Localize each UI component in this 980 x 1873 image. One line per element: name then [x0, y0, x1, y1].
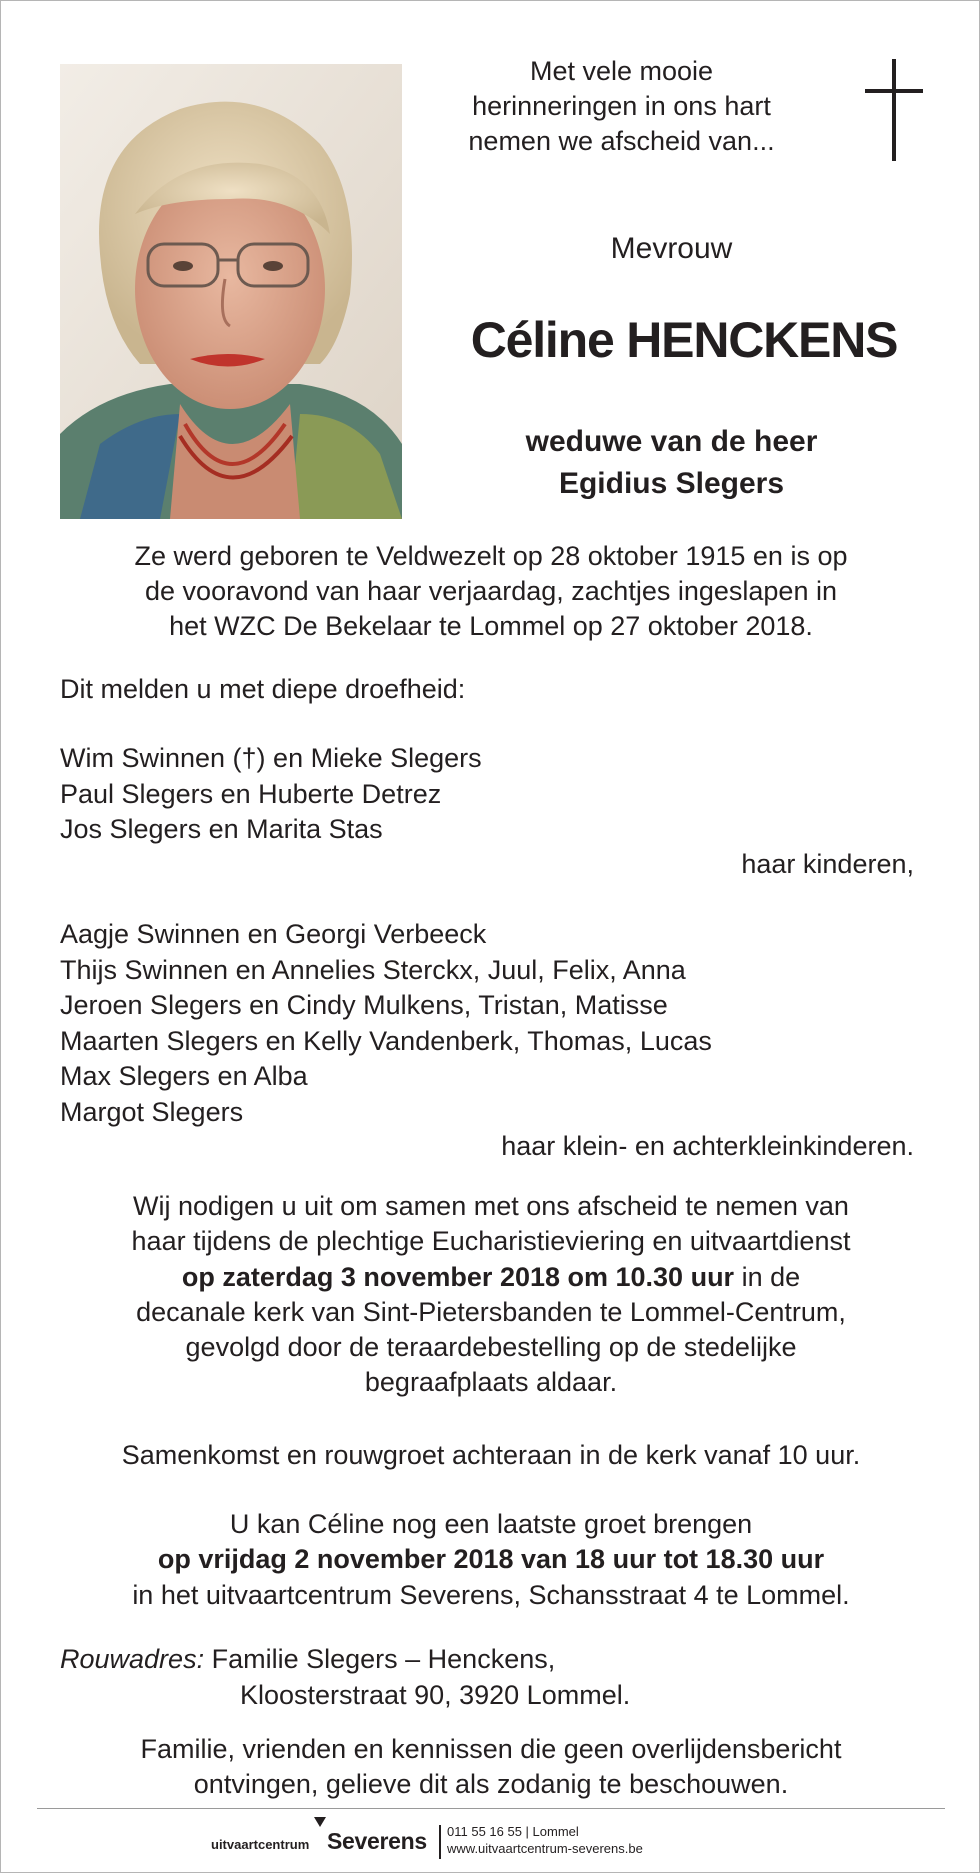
intro-line: Met vele mooie — [529, 56, 714, 86]
portrait-photo — [60, 64, 402, 519]
deceased-name: Céline HENCKENS — [470, 312, 898, 368]
invitation-line: begraafplaats aldaar. — [364, 1367, 618, 1398]
intro-line: herinneringen in ons hart — [472, 91, 771, 121]
address-line: Kloosterstraat 90, 3920 Lommel. — [240, 1680, 631, 1710]
farewell-text — [31, 1507, 951, 1613]
children-role: haar kinderen, — [741, 849, 914, 879]
invitation-line — [31, 1260, 951, 1295]
list-item: Aagje Swinnen en Georgi Verbeeck — [60, 919, 487, 949]
cross-icon — [865, 59, 923, 161]
intro-text — [439, 54, 804, 159]
address-line: Familie Slegers – Henckens, — [204, 1644, 556, 1674]
invitation-line: decanale kerk van Sint-Pietersbanden te Lommel-Centrum, — [136, 1296, 846, 1327]
address-label: Rouwadres: — [60, 1644, 205, 1674]
birth-text — [41, 539, 941, 644]
portrait-image — [60, 64, 402, 519]
widow-line: weduwe van de heer — [525, 425, 818, 458]
list-item: Wim Swinnen (†) en Mieke Slegers — [60, 743, 482, 773]
children-list — [60, 741, 482, 848]
closing-text — [31, 1732, 951, 1803]
list-item: Maarten Slegers en Kelly Vandenberk, Thomas, Lucas — [60, 1025, 712, 1056]
gathering-text: Samenkomst en rouwgroet achteraan in de kerk vanaf 10 uur. — [121, 1440, 861, 1470]
invitation-text — [31, 1189, 951, 1401]
invitation-line-rest: in de — [734, 1261, 801, 1292]
footer-divider — [37, 1808, 945, 1809]
farewell-line — [31, 1542, 951, 1577]
footer-website: www.uitvaartcentrum-severens.be — [447, 1841, 643, 1856]
announcement: Dit melden u met diepe droefheid: — [60, 674, 466, 704]
birth-line: Ze werd geboren te Veldwezelt op 28 oktober 1915 en is op — [134, 541, 848, 571]
triangle-logo-icon — [314, 1817, 326, 1827]
closing-line: ontvingen, gelieve dit als zodanig te beschouwen. — [193, 1769, 789, 1800]
birth-line: de vooravond van haar verjaardag, zachtjes ingeslapen in — [145, 576, 837, 606]
title-prefix: Mevrouw — [610, 232, 733, 265]
grandchildren-role: haar klein- en achterkleinkinderen. — [501, 1131, 914, 1161]
service-date: op zaterdag 3 november 2018 om 10.30 uur — [181, 1261, 735, 1292]
footer-contact — [447, 1823, 643, 1857]
intro-line: nemen we afscheid van... — [468, 126, 775, 156]
birth-line: het WZC De Bekelaar te Lommel op 27 oktober 2018. — [169, 611, 813, 641]
farewell-line: in het uitvaartcentrum Severens, Schansstraat 4 te Lommel. — [132, 1579, 850, 1610]
list-item: Thijs Swinnen en Annelies Sterckx, Juul, Felix, Anna — [60, 954, 686, 985]
invitation-line: gevolgd door de teraardebestelling op de stedelijke — [185, 1332, 797, 1363]
closing-line: Familie, vrienden en kennissen die geen overlijdensbericht — [140, 1734, 842, 1764]
list-item: Jeroen Slegers en Cindy Mulkens, Tristan, Matisse — [60, 990, 668, 1020]
list-item: Jos Slegers en Marita Stas — [60, 814, 383, 844]
footer-prefix: uitvaartcentrum — [211, 1837, 310, 1852]
invitation-line: Wij nodigen u uit om samen met ons afscheid te nemen van — [133, 1191, 849, 1221]
footer-phone: 011 55 16 55 | Lommel — [447, 1824, 579, 1839]
widow-text — [439, 421, 904, 505]
footer-separator — [439, 1825, 441, 1859]
list-item: Paul Slegers en Huberte Detrez — [60, 778, 442, 809]
farewell-line: U kan Céline nog een laatste groet brengen — [229, 1509, 753, 1539]
list-item: Max Slegers en Alba — [60, 1061, 308, 1091]
funeral-home-footer — [211, 1815, 771, 1863]
widow-line: Egidius Slegers — [558, 467, 785, 500]
mourning-address — [60, 1641, 630, 1713]
invitation-line: haar tijdens de plechtige Eucharistieviering en uitvaartdienst — [131, 1226, 851, 1257]
visit-date: op vrijdag 2 november 2018 van 18 uur tot 18.30 uur — [157, 1544, 825, 1575]
grandchildren-list — [60, 917, 712, 1130]
list-item: Margot Slegers — [60, 1096, 244, 1127]
footer-brand: Severens — [327, 1828, 427, 1854]
